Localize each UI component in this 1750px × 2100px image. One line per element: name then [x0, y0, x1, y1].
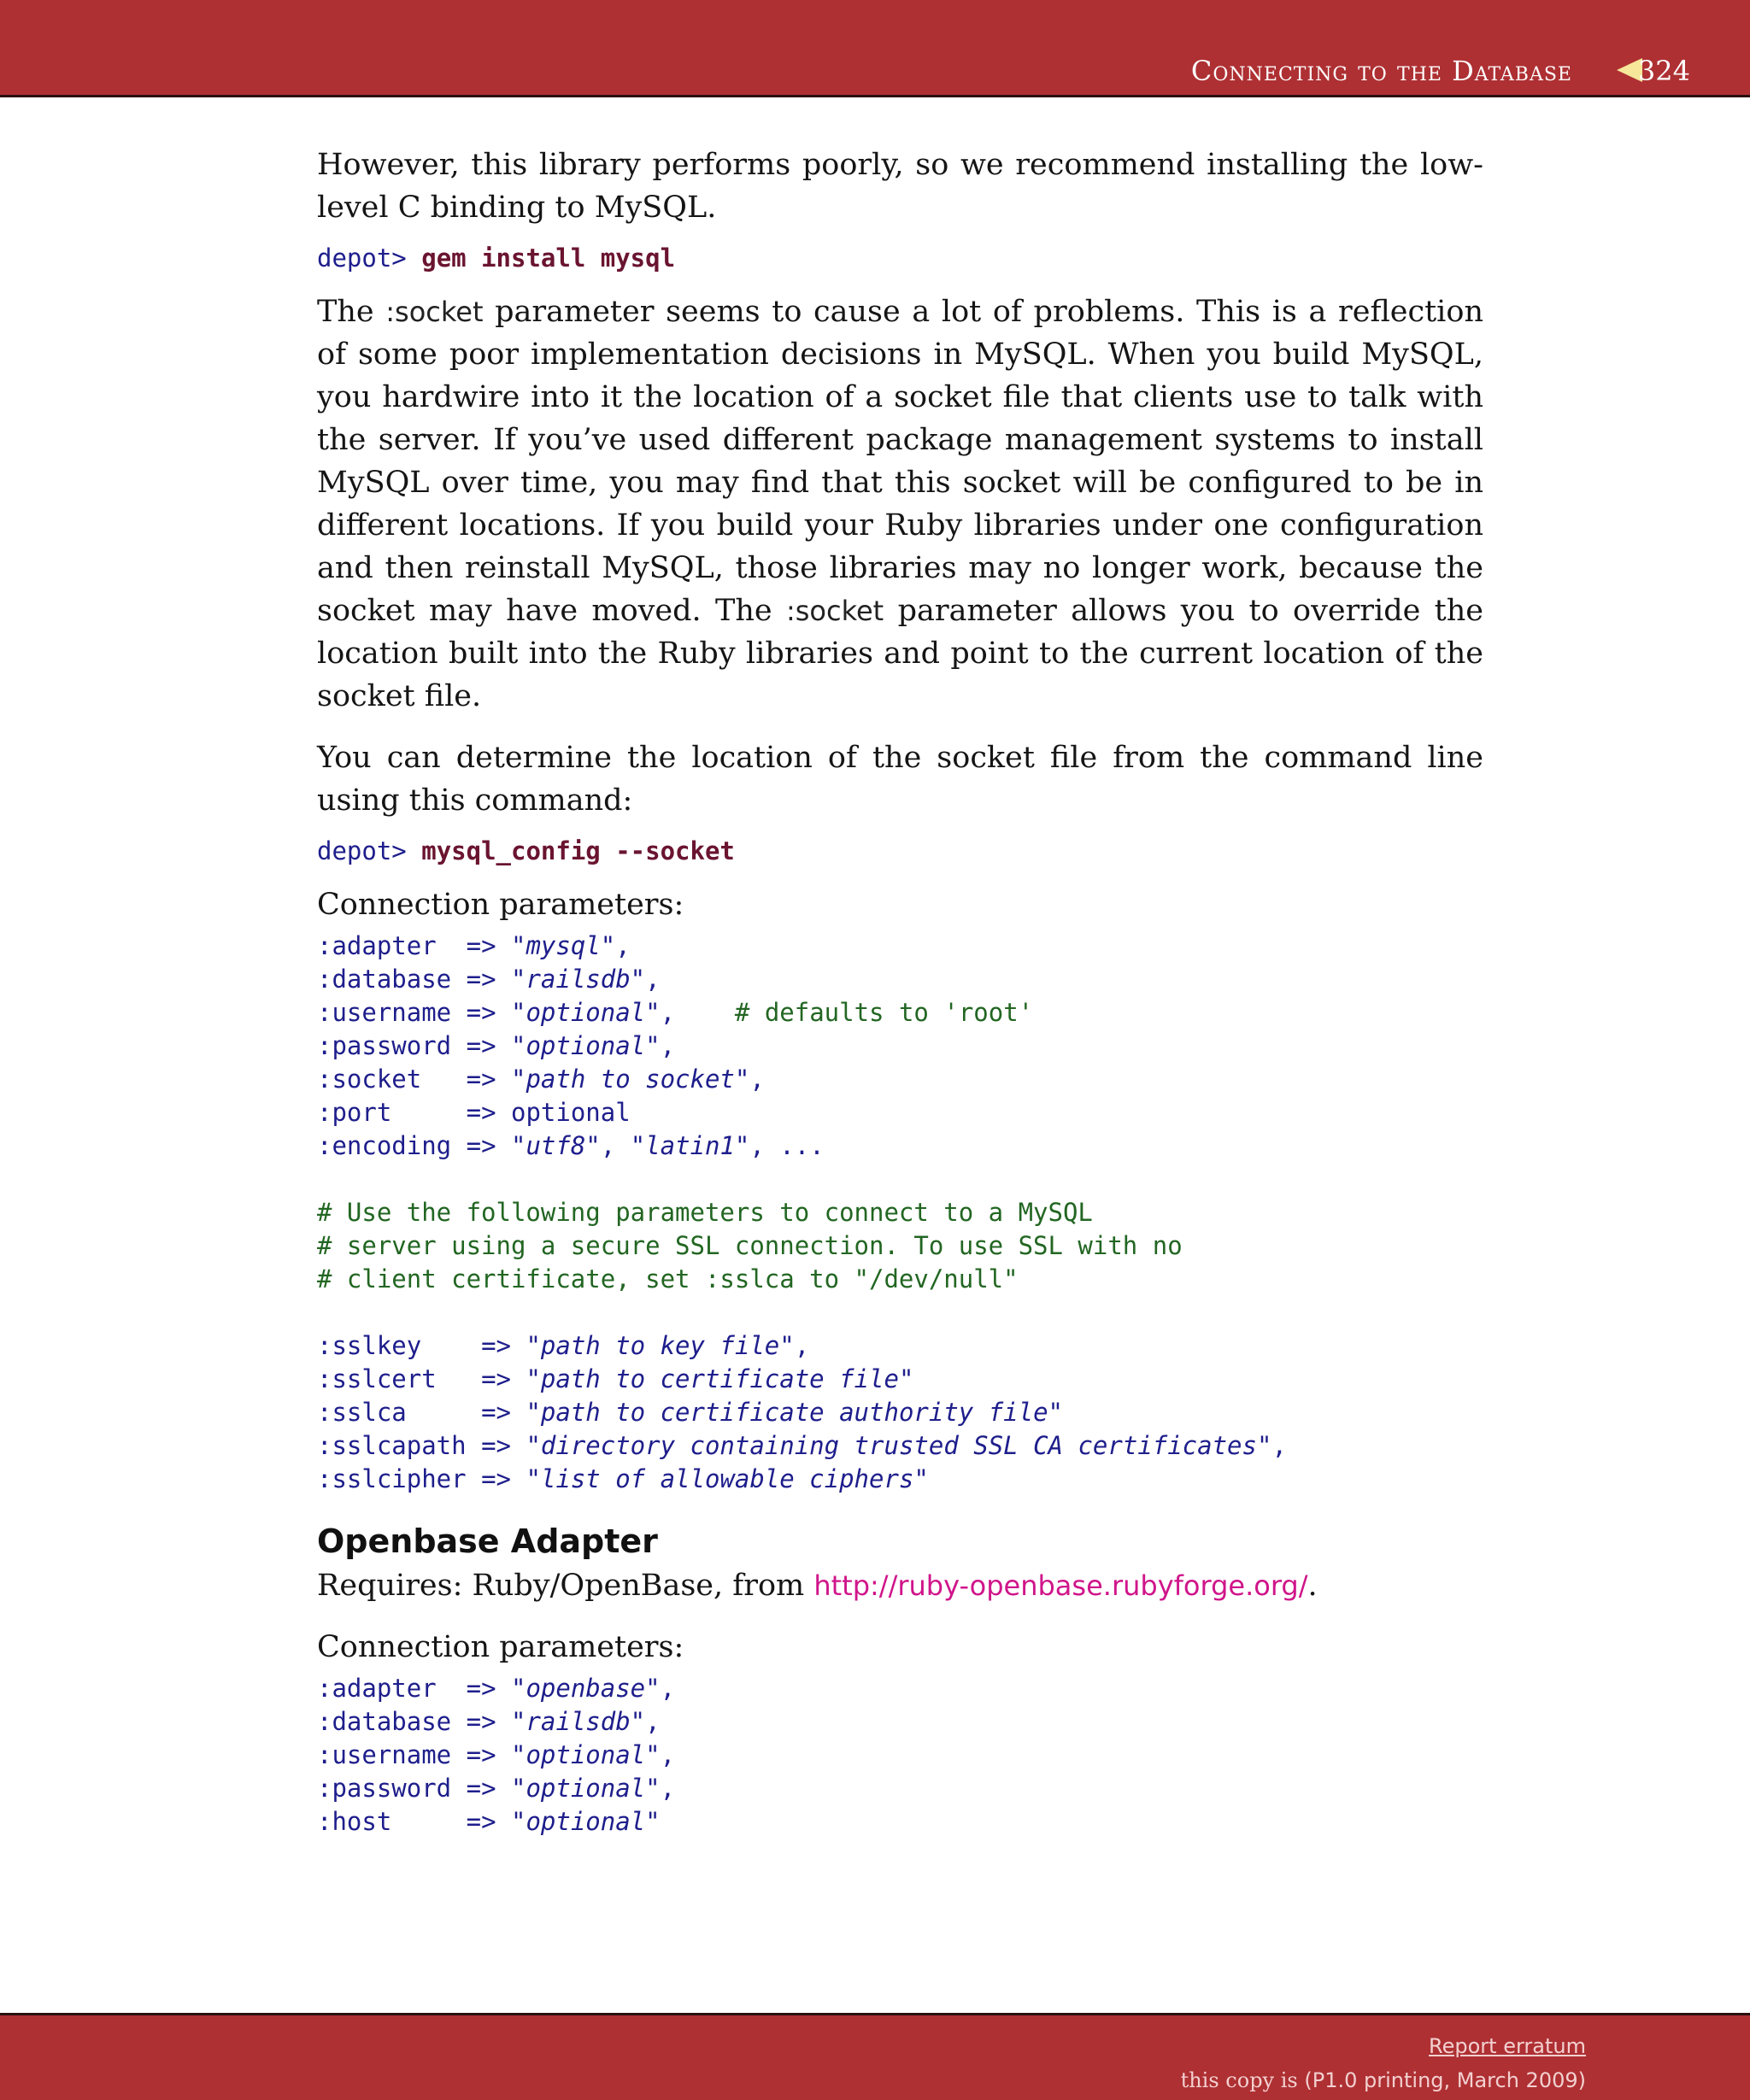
- openbase-param-line: [317, 1705, 1483, 1739]
- openbase-requires: [317, 1564, 1483, 1607]
- param-arrow: =>: [466, 1740, 511, 1769]
- printing-info: [1181, 2068, 1586, 2092]
- param-value: "optional": [511, 1031, 661, 1060]
- param-punct: ,: [660, 1774, 676, 1803]
- param-arrow: =>: [481, 1331, 526, 1360]
- page-content: [317, 144, 1483, 1839]
- command-text: mysql_config --socket: [421, 836, 735, 865]
- param-value: "latin1": [630, 1131, 750, 1160]
- connection-parameters-label: Connection parameters:: [317, 1630, 684, 1664]
- param-key: :username: [317, 1740, 467, 1769]
- ssl-param-line: [317, 1329, 1483, 1363]
- openbase-param-line: [317, 1739, 1483, 1772]
- param-value: "railsdb": [511, 965, 646, 994]
- param-key: :sslcipher: [317, 1464, 482, 1493]
- param-key: :socket: [317, 1065, 467, 1094]
- param-key: :encoding: [317, 1131, 467, 1160]
- param-punct: ,: [749, 1065, 765, 1094]
- command-text: gem install mysql: [421, 243, 676, 273]
- param-key: :database: [317, 1707, 467, 1736]
- ssl-param-line: [317, 1463, 1483, 1496]
- param-punct: ,: [660, 998, 735, 1027]
- inline-code-socket: :socket: [785, 595, 884, 627]
- param-comment: # defaults to 'root': [734, 998, 1034, 1027]
- param-value: "openbase": [511, 1674, 661, 1703]
- command-gem-install: [317, 241, 1483, 275]
- printing-prefix: this copy is: [1180, 2068, 1305, 2092]
- ssl-comment-line: [317, 1196, 1483, 1229]
- param-arrow: =>: [481, 1398, 526, 1427]
- param-arrow: =>: [481, 1364, 526, 1393]
- ssl-comment-line: [317, 1229, 1483, 1263]
- mysql-param-line: [317, 996, 1483, 1029]
- openbase-link[interactable]: http://ruby-openbase.rubyforge.org/: [813, 1569, 1308, 1602]
- code-blank-line: [317, 1163, 1483, 1196]
- mysql-param-line: [317, 963, 1483, 996]
- ssl-param-line: [317, 1429, 1483, 1463]
- param-key: :password: [317, 1031, 467, 1060]
- param-punct: ,: [600, 1131, 631, 1160]
- ssl-param-line: [317, 1396, 1483, 1429]
- param-punct: ,: [660, 1740, 676, 1769]
- param-key: :sslcert: [317, 1364, 482, 1393]
- code-comment: # client certificate, set :sslca to "/dev/null": [317, 1264, 1019, 1293]
- param-key: :sslca: [317, 1398, 482, 1427]
- openbase-param-line: [317, 1805, 1483, 1839]
- ssl-comment-line: [317, 1263, 1483, 1296]
- param-value: "path to certificate file": [526, 1364, 914, 1393]
- param-value: "list of allowable ciphers": [526, 1464, 929, 1493]
- param-value: "path to socket": [511, 1065, 750, 1094]
- page-footer: [0, 2013, 1750, 2100]
- param-value: optional: [511, 1098, 631, 1127]
- mysql-param-line: [317, 1029, 1483, 1063]
- connection-parameters-label: Connection parameters:: [317, 888, 684, 922]
- param-key: :port: [317, 1098, 467, 1127]
- command-mysql-config: [317, 834, 1483, 868]
- inline-code-socket: :socket: [385, 296, 484, 328]
- param-key: :database: [317, 965, 467, 994]
- report-erratum-link[interactable]: Report erratum: [1429, 2034, 1586, 2058]
- param-value: "optional": [511, 1774, 661, 1803]
- param-value: "mysql": [511, 931, 616, 960]
- mysql-params-code: [317, 930, 1483, 1163]
- param-arrow: =>: [466, 1031, 511, 1060]
- param-value: "optional": [511, 1807, 661, 1836]
- code-comment: # server using a secure SSL connection. To use SSL with no: [317, 1231, 1183, 1260]
- printing-detail: (P1.0 printing, March 2009): [1304, 2068, 1586, 2092]
- code-blank-line: [317, 1296, 1483, 1329]
- command-prompt: depot>: [317, 243, 407, 273]
- param-value: "path to certificate authority file": [526, 1398, 1063, 1427]
- openbase-param-line: [317, 1772, 1483, 1805]
- param-arrow: =>: [466, 1807, 511, 1836]
- ssl-params-code: [317, 1329, 1483, 1496]
- mysql-param-line: [317, 930, 1483, 963]
- text-run: parameter allows you to override the location built into the Ruby libraries and point to the current location of the socket file.: [317, 594, 1483, 713]
- param-arrow: =>: [466, 1098, 511, 1127]
- page-number: 324: [1637, 55, 1690, 87]
- param-arrow: =>: [466, 1774, 511, 1803]
- page-header: [0, 0, 1750, 97]
- command-prompt: depot>: [317, 836, 407, 865]
- param-arrow: =>: [466, 965, 511, 994]
- param-punct: ,: [645, 1707, 661, 1736]
- param-arrow: =>: [481, 1431, 526, 1460]
- mysql-param-line: [317, 1129, 1483, 1163]
- param-arrow: =>: [466, 931, 511, 960]
- param-punct: ,: [660, 1031, 676, 1060]
- param-punct: , ...: [749, 1131, 825, 1160]
- param-value: "path to key file": [526, 1331, 795, 1360]
- param-arrow: =>: [466, 1674, 511, 1703]
- param-arrow: =>: [481, 1464, 526, 1493]
- param-value: "optional": [511, 998, 661, 1027]
- param-punct: ,: [660, 1674, 676, 1703]
- param-key: :sslkey: [317, 1331, 482, 1360]
- param-key: :adapter: [317, 1674, 467, 1703]
- param-value: "utf8": [511, 1131, 601, 1160]
- openbase-param-line: [317, 1672, 1483, 1705]
- param-key: :username: [317, 998, 467, 1027]
- text-run: Requires: Ruby/OpenBase, from: [317, 1569, 814, 1603]
- text-run: parameter seems to cause a lot of problems. This is a reflection of some poor implementation decisions in MySQL. When you build MySQL, you hardwire into it the location of a socket file that clients use to talk with the server. If you’ve used different package management systems to install MySQL over time, you may find that this socket will be configured to be in different locations. If you build your Ruby libraries under one configuration and then reinstall MySQL, those libraries may no longer work, because the socket may have moved. The: [317, 295, 1483, 628]
- text-run: The: [317, 295, 386, 329]
- param-key: :sslcapath: [317, 1431, 482, 1460]
- ssl-param-line: [317, 1363, 1483, 1396]
- param-value: "railsdb": [511, 1707, 646, 1736]
- text-run: .: [1307, 1569, 1318, 1603]
- chapter-title: Connecting to the Database: [1190, 55, 1572, 87]
- param-arrow: =>: [466, 1131, 511, 1160]
- param-arrow: =>: [466, 1707, 511, 1736]
- param-key: :host: [317, 1807, 467, 1836]
- openbase-params-code: [317, 1672, 1483, 1839]
- paragraph-socket-location: You can determine the location of the socket file from the command line using this command:: [317, 741, 1483, 818]
- code-comment: # Use the following parameters to connect to a MySQL: [317, 1198, 1093, 1227]
- param-key: :adapter: [317, 931, 467, 960]
- param-arrow: =>: [466, 1065, 511, 1094]
- ssl-comment-block: [317, 1196, 1483, 1296]
- paragraph-socket-explanation: [317, 290, 1483, 718]
- mysql-param-line: [317, 1063, 1483, 1096]
- mysql-param-line: [317, 1096, 1483, 1129]
- param-punct: ,: [615, 931, 631, 960]
- paragraph-library-performance: However, this library performs poorly, so we recommend installing the low-level C binding to MySQL.: [317, 148, 1483, 225]
- param-value: "directory containing trusted SSL CA certificates": [526, 1431, 1272, 1460]
- param-punct: ,: [1271, 1431, 1287, 1460]
- section-heading-openbase: Openbase Adapter: [317, 1522, 658, 1560]
- param-arrow: =>: [466, 998, 511, 1027]
- param-key: :password: [317, 1774, 467, 1803]
- param-value: "optional": [511, 1740, 661, 1769]
- param-punct: ,: [794, 1331, 810, 1360]
- param-punct: ,: [645, 965, 661, 994]
